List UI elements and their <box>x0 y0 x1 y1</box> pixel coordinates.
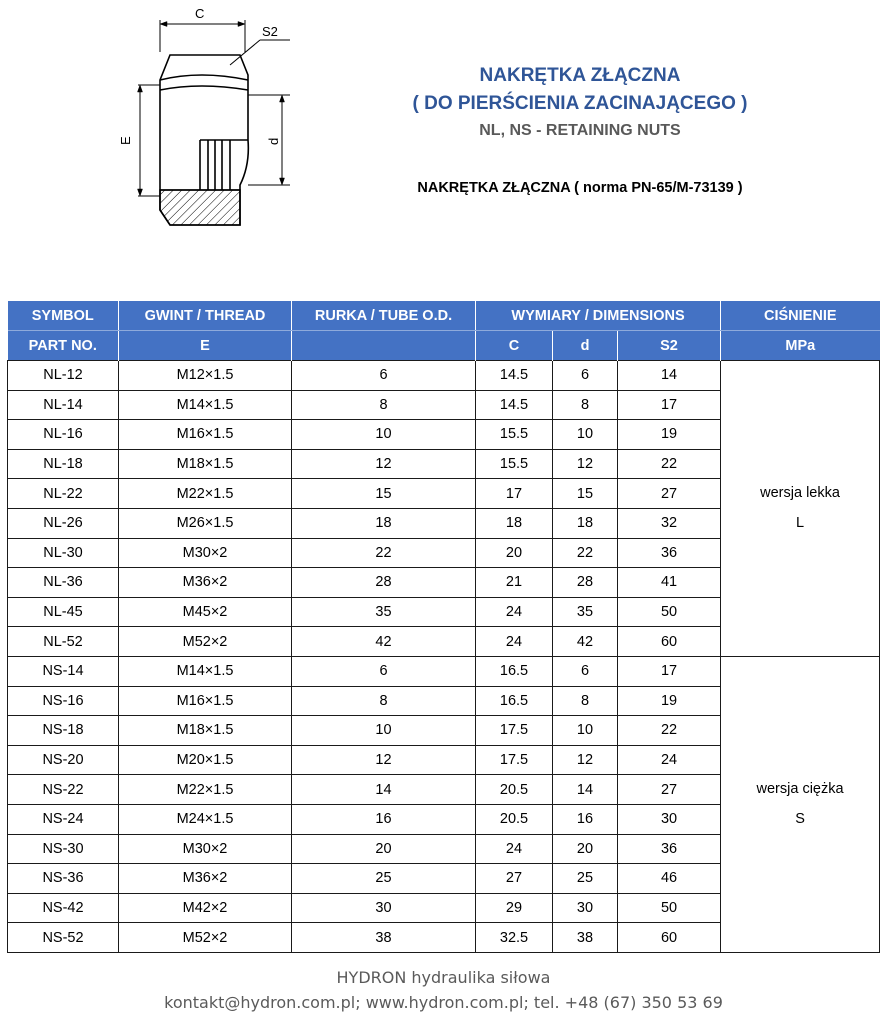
nut-technical-drawing <box>100 0 310 240</box>
cell-tube: 6 <box>292 656 476 686</box>
cell-tube: 30 <box>292 893 476 923</box>
cell-d: 22 <box>553 538 618 568</box>
cell-d: 14 <box>553 775 618 805</box>
footer-company: HYDRON hydraulika siłowa <box>336 968 551 987</box>
cell-symbol: NL-26 <box>8 508 119 538</box>
cell-d: 8 <box>553 390 618 420</box>
cell-tube: 42 <box>292 627 476 657</box>
cell-d: 30 <box>553 893 618 923</box>
cell-d: 12 <box>553 745 618 775</box>
cell-c: 27 <box>476 864 553 894</box>
cell-symbol: NL-16 <box>8 420 119 450</box>
cell-symbol: NL-36 <box>8 568 119 598</box>
subtitle: NL, NS - RETAINING NUTS <box>479 122 681 139</box>
cell-symbol: NL-22 <box>8 479 119 509</box>
cell-d: 16 <box>553 804 618 834</box>
cell-tube: 14 <box>292 775 476 805</box>
cell-d: 10 <box>553 420 618 450</box>
col-subheader-e: E <box>119 331 292 361</box>
col-header-symbol: SYMBOL <box>8 301 119 331</box>
col-subheader-d: d <box>553 331 618 361</box>
cell-s2: 22 <box>618 449 721 479</box>
cell-symbol: NS-52 <box>8 923 119 953</box>
cell-d: 35 <box>553 597 618 627</box>
dim-label-d: d <box>266 137 281 145</box>
cell-d: 12 <box>553 449 618 479</box>
cell-c: 14.5 <box>476 390 553 420</box>
cell-tube: 8 <box>292 390 476 420</box>
cell-symbol: NL-45 <box>8 597 119 627</box>
pressure-group-cell <box>721 656 880 952</box>
cell-c: 21 <box>476 568 553 598</box>
cell-c: 15.5 <box>476 449 553 479</box>
cell-d: 18 <box>553 508 618 538</box>
cell-c: 20 <box>476 538 553 568</box>
cell-thread: M52×2 <box>119 627 292 657</box>
spec-table-body <box>8 361 880 953</box>
cell-symbol: NS-16 <box>8 686 119 716</box>
col-subheader-mpa: MPa <box>721 331 880 361</box>
cell-s2: 27 <box>618 775 721 805</box>
cell-tube: 16 <box>292 804 476 834</box>
cell-c: 18 <box>476 508 553 538</box>
cell-tube: 25 <box>292 864 476 894</box>
col-header-tube: RURKA / TUBE O.D. <box>292 301 476 331</box>
cell-thread: M18×1.5 <box>119 449 292 479</box>
cell-c: 24 <box>476 597 553 627</box>
cell-s2: 50 <box>618 893 721 923</box>
cell-d: 10 <box>553 716 618 746</box>
cell-symbol: NS-20 <box>8 745 119 775</box>
table-row <box>8 361 880 391</box>
cell-tube: 6 <box>292 361 476 391</box>
header-row-2 <box>8 331 880 361</box>
pressure-group-label: wersja lekka <box>760 485 840 502</box>
cell-s2: 60 <box>618 923 721 953</box>
cell-s2: 19 <box>618 420 721 450</box>
col-subheader-tube <box>292 331 476 361</box>
cell-tube: 35 <box>292 597 476 627</box>
cell-c: 16.5 <box>476 686 553 716</box>
main-title-line2: ( DO PIERŚCIENIA ZACINAJĄCEGO ) <box>412 93 748 114</box>
cell-symbol: NS-18 <box>8 716 119 746</box>
cell-thread: M42×2 <box>119 893 292 923</box>
table-row <box>8 656 880 686</box>
cell-thread: M20×1.5 <box>119 745 292 775</box>
cell-thread: M16×1.5 <box>119 686 292 716</box>
cell-c: 17.5 <box>476 716 553 746</box>
cell-thread: M36×2 <box>119 568 292 598</box>
cell-symbol: NS-24 <box>8 804 119 834</box>
header-row-1 <box>8 301 880 331</box>
pressure-group-cell <box>721 361 880 657</box>
cell-c: 24 <box>476 834 553 864</box>
cell-s2: 22 <box>618 716 721 746</box>
cell-d: 6 <box>553 361 618 391</box>
cell-s2: 32 <box>618 508 721 538</box>
cell-thread: M14×1.5 <box>119 656 292 686</box>
cell-s2: 24 <box>618 745 721 775</box>
cell-tube: 15 <box>292 479 476 509</box>
cell-s2: 27 <box>618 479 721 509</box>
cell-s2: 19 <box>618 686 721 716</box>
cell-symbol: NS-42 <box>8 893 119 923</box>
cell-thread: M22×1.5 <box>119 479 292 509</box>
cell-tube: 22 <box>292 538 476 568</box>
cell-thread: M22×1.5 <box>119 775 292 805</box>
col-header-pressure: CIŚNIENIE <box>721 301 880 331</box>
col-subheader-part-no: PART NO. <box>8 331 119 361</box>
cell-c: 32.5 <box>476 923 553 953</box>
cell-s2: 17 <box>618 390 721 420</box>
cell-d: 28 <box>553 568 618 598</box>
cell-tube: 12 <box>292 745 476 775</box>
cell-s2: 17 <box>618 656 721 686</box>
cell-c: 20.5 <box>476 804 553 834</box>
cell-d: 15 <box>553 479 618 509</box>
footer-contact: kontakt@hydron.com.pl; www.hydron.com.pl; tel. +48 (67) 350 53 69 <box>164 993 723 1012</box>
dim-label-e: E <box>118 136 133 145</box>
dim-label-s2: S2 <box>262 24 278 39</box>
col-header-dimensions: WYMIARY / DIMENSIONS <box>476 301 721 331</box>
cell-tube: 20 <box>292 834 476 864</box>
cell-thread: M52×2 <box>119 923 292 953</box>
cell-c: 29 <box>476 893 553 923</box>
col-subheader-s2: S2 <box>618 331 721 361</box>
cell-s2: 46 <box>618 864 721 894</box>
col-subheader-c: C <box>476 331 553 361</box>
cell-d: 8 <box>553 686 618 716</box>
cell-thread: M36×2 <box>119 864 292 894</box>
cell-s2: 41 <box>618 568 721 598</box>
cell-symbol: NS-30 <box>8 834 119 864</box>
cell-symbol: NS-36 <box>8 864 119 894</box>
cell-tube: 10 <box>292 420 476 450</box>
cell-c: 20.5 <box>476 775 553 805</box>
cell-tube: 10 <box>292 716 476 746</box>
cell-symbol: NS-14 <box>8 656 119 686</box>
cell-tube: 18 <box>292 508 476 538</box>
pressure-group-code: L <box>795 515 805 532</box>
cell-s2: 14 <box>618 361 721 391</box>
cell-d: 6 <box>553 656 618 686</box>
cell-d: 42 <box>553 627 618 657</box>
cell-s2: 36 <box>618 538 721 568</box>
cell-c: 17 <box>476 479 553 509</box>
cell-c: 14.5 <box>476 361 553 391</box>
cell-thread: M45×2 <box>119 597 292 627</box>
cell-symbol: NL-12 <box>8 361 119 391</box>
cell-s2: 50 <box>618 597 721 627</box>
cell-thread: M26×1.5 <box>119 508 292 538</box>
cell-symbol: NS-22 <box>8 775 119 805</box>
cell-d: 38 <box>553 923 618 953</box>
cell-thread: M18×1.5 <box>119 716 292 746</box>
title-block <box>340 62 820 143</box>
cell-c: 24 <box>476 627 553 657</box>
cell-s2: 60 <box>618 627 721 657</box>
cell-symbol: NL-14 <box>8 390 119 420</box>
cell-thread: M30×2 <box>119 538 292 568</box>
cell-tube: 12 <box>292 449 476 479</box>
cell-thread: M16×1.5 <box>119 420 292 450</box>
cell-tube: 28 <box>292 568 476 598</box>
dim-label-c: C <box>195 6 205 21</box>
cell-symbol: NL-52 <box>8 627 119 657</box>
pressure-group-label: wersja ciężka <box>756 781 844 798</box>
cell-c: 15.5 <box>476 420 553 450</box>
cell-d: 25 <box>553 864 618 894</box>
cell-tube: 8 <box>292 686 476 716</box>
cell-symbol: NL-30 <box>8 538 119 568</box>
col-header-thread: GWINT / THREAD <box>119 301 292 331</box>
cell-thread: M24×1.5 <box>119 804 292 834</box>
main-title: NAKRĘTKA ZŁĄCZNA <box>479 65 681 86</box>
cell-d: 20 <box>553 834 618 864</box>
pressure-group-code: S <box>795 811 805 828</box>
cell-symbol: NL-18 <box>8 449 119 479</box>
norm-heading: NAKRĘTKA ZŁĄCZNA ( norma PN-65/M-73139 ) <box>417 180 743 196</box>
cell-tube: 38 <box>292 923 476 953</box>
cell-thread: M12×1.5 <box>119 361 292 391</box>
cell-s2: 30 <box>618 804 721 834</box>
cell-c: 17.5 <box>476 745 553 775</box>
cell-thread: M14×1.5 <box>119 390 292 420</box>
spec-table <box>7 301 880 953</box>
cell-thread: M30×2 <box>119 834 292 864</box>
cell-c: 16.5 <box>476 656 553 686</box>
cell-s2: 36 <box>618 834 721 864</box>
